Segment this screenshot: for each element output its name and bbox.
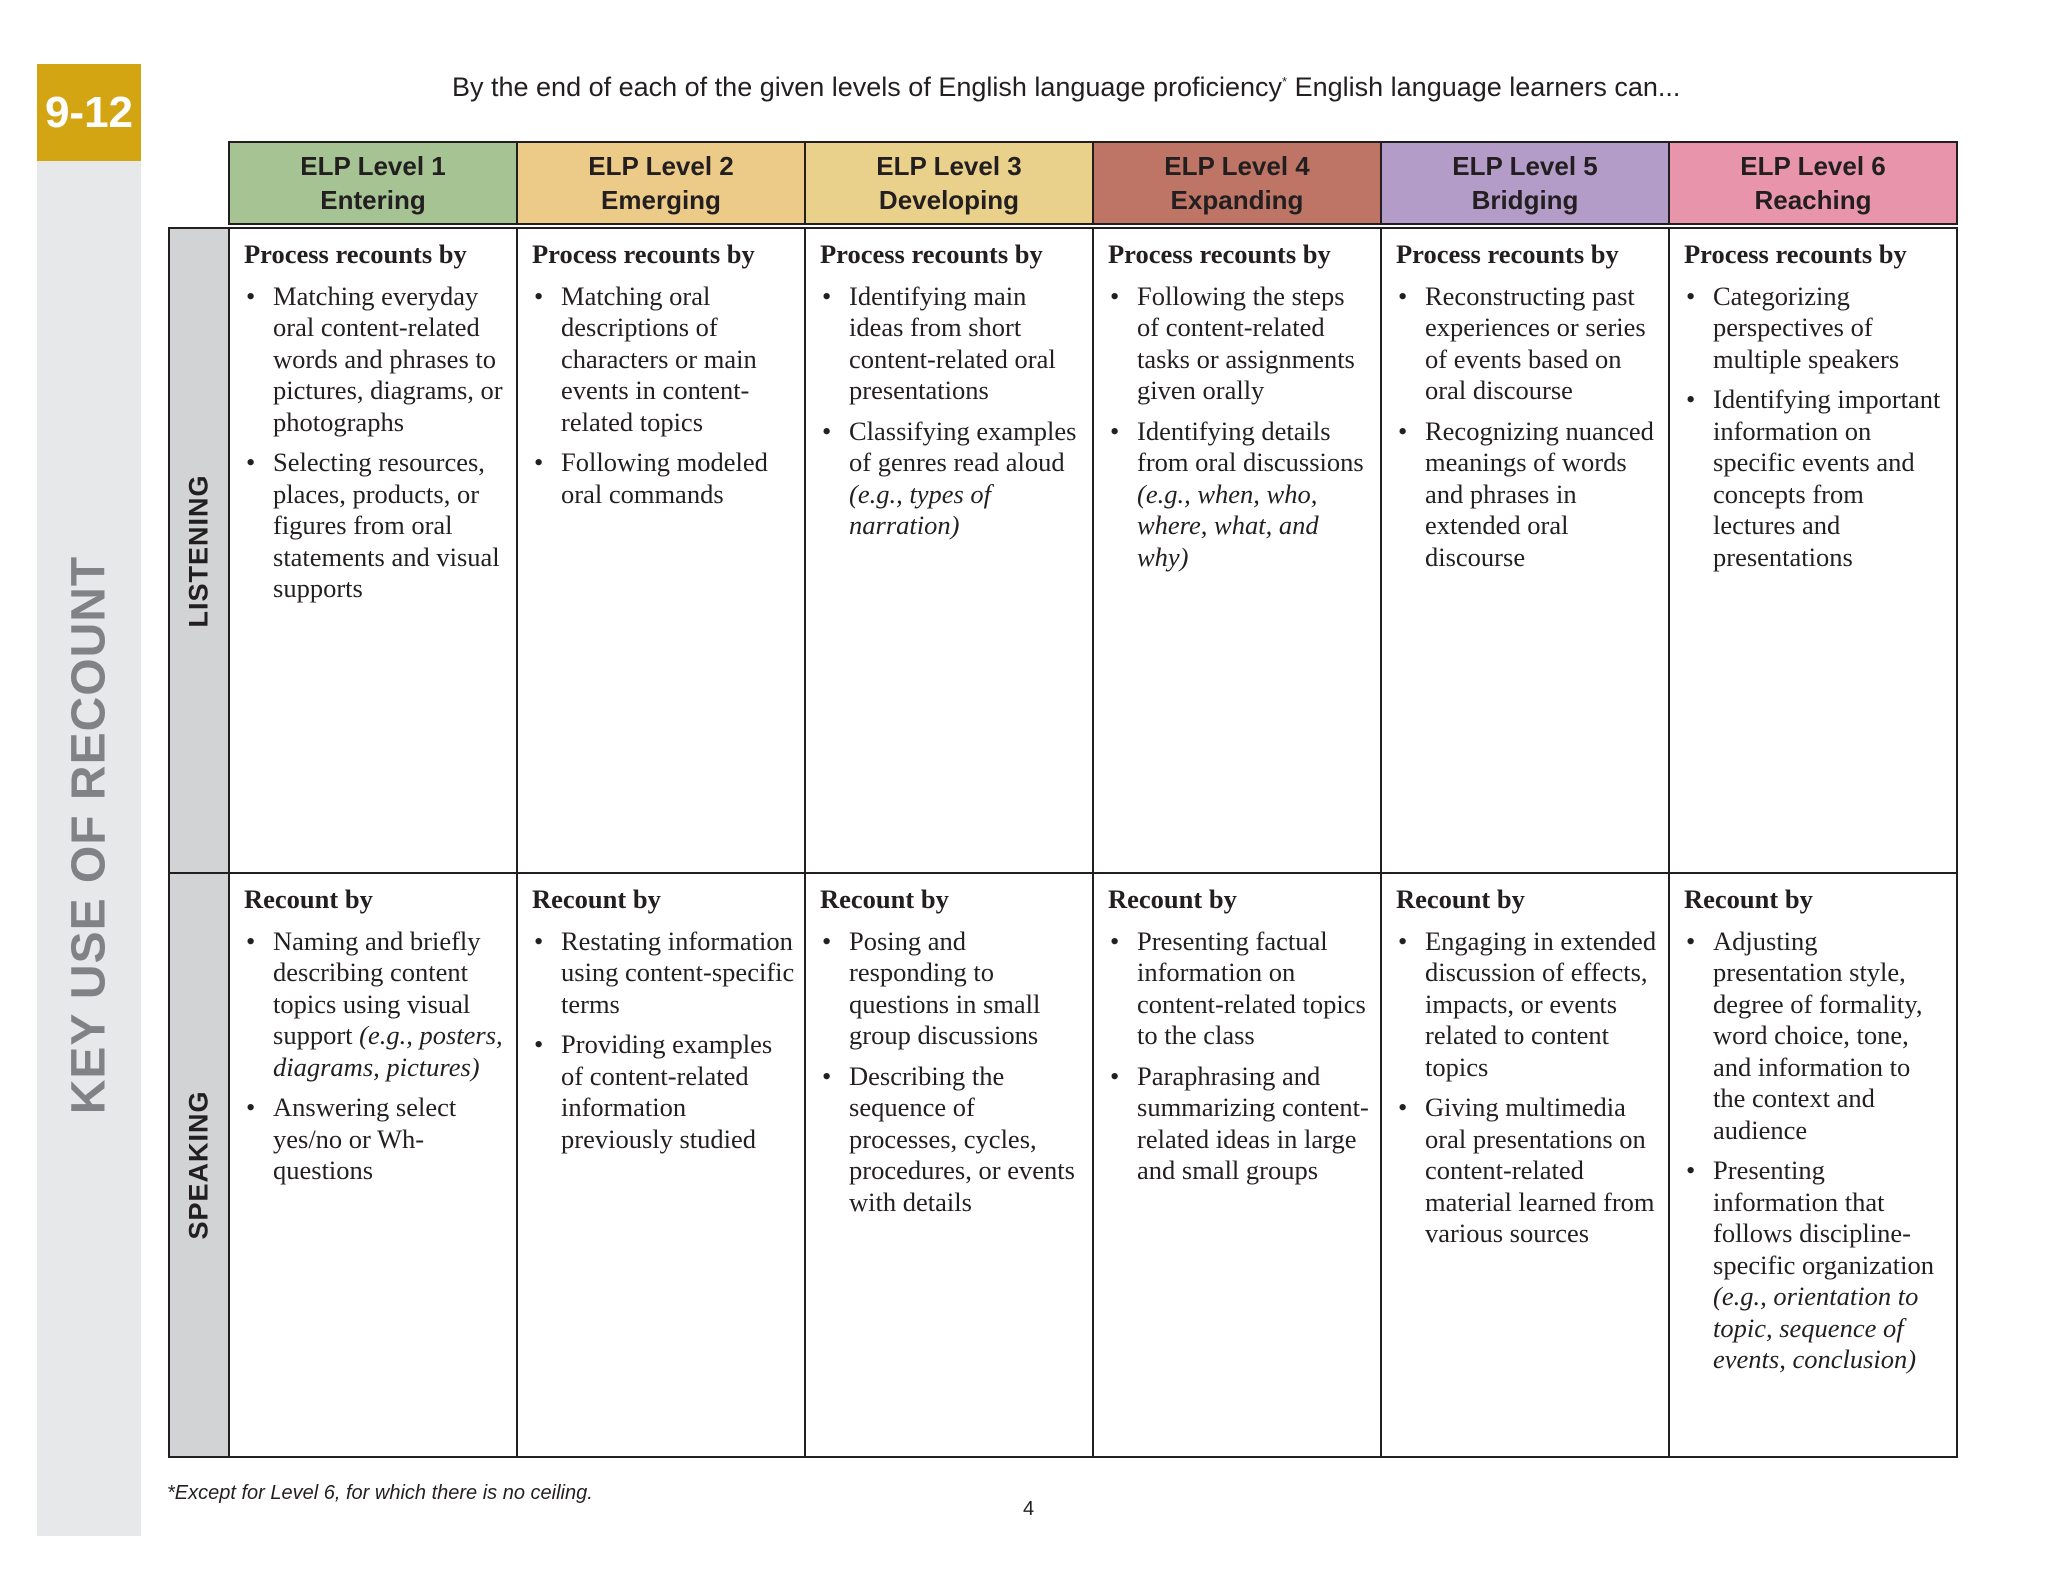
list-item: • Describing the sequence of processes, cycles, procedures, or events with details — [820, 1061, 1084, 1219]
list-item: • Identifying main ideas from short content-related oral presentations — [820, 281, 1084, 407]
bullet-list — [1108, 926, 1372, 1187]
level-label: ELP Level 5 — [1452, 151, 1598, 181]
bullet-list — [1396, 926, 1660, 1250]
list-item: • Matching oral descriptions of characters or main events in content-related topics — [532, 281, 796, 439]
bullet-list — [820, 926, 1084, 1219]
list-item: • Recognizing nuanced meanings of words and phrases in extended oral discourse — [1396, 416, 1660, 574]
list-item: • Classifying examples of genres read aloud (e.g., types of narration) — [820, 416, 1084, 542]
speaking-level-5-cell — [1380, 872, 1670, 1458]
cell-lead: Process recounts by — [1684, 239, 1907, 269]
speaking-level-3-cell — [804, 872, 1094, 1458]
row-label-text: LISTENING — [183, 473, 214, 628]
listening-level-2-cell — [516, 227, 806, 874]
page-number: 4 — [1023, 1498, 1035, 1520]
list-item: • Identifying important information on specific events and concepts from lectures and presentations — [1684, 384, 1948, 573]
level-label: ELP Level 2 — [588, 151, 734, 181]
level-name: Bridging — [1471, 185, 1579, 215]
bullet-list — [1684, 281, 1948, 574]
listening-level-6-cell — [1668, 227, 1958, 874]
level-label: ELP Level 1 — [300, 151, 446, 181]
bullet-list — [244, 926, 508, 1187]
level-label: ELP Level 4 — [1164, 151, 1310, 181]
speaking-level-6-cell — [1668, 872, 1958, 1458]
listening-level-3-cell — [804, 227, 1094, 874]
cell-lead: Process recounts by — [1396, 239, 1619, 269]
footnote: *Except for Level 6, for which there is no ceiling. — [167, 1482, 593, 1504]
list-item: • Presenting factual information on content-related topics to the class — [1108, 926, 1372, 1052]
level-name: Expanding — [1170, 185, 1304, 215]
grade-band-badge: 9-12 — [37, 64, 141, 161]
list-item: • Restating information using content-specific terms — [532, 926, 796, 1021]
bullet-list — [1396, 281, 1660, 574]
intro-rest: English language learners can... — [1287, 72, 1681, 102]
bullet-list — [244, 281, 508, 605]
cell-lead: Recount by — [244, 884, 373, 914]
level-name: Developing — [878, 185, 1020, 215]
speaking-level-4-cell — [1092, 872, 1382, 1458]
bullet-list — [1108, 281, 1372, 574]
level-header-1 — [228, 141, 518, 225]
row-label-speaking — [168, 872, 230, 1458]
cell-lead: Recount by — [1396, 884, 1525, 914]
list-item: • Giving multimedia oral presentations on content-related material learned from various sources — [1396, 1092, 1660, 1250]
listening-level-5-cell — [1380, 227, 1670, 874]
level-header-5 — [1380, 141, 1670, 225]
level-header-6 — [1668, 141, 1958, 225]
list-item: • Reconstructing past experiences or series of events based on oral discourse — [1396, 281, 1660, 407]
level-header-3 — [804, 141, 1094, 225]
cell-lead: Process recounts by — [244, 239, 467, 269]
intro-text — [452, 72, 1680, 103]
cell-lead: Process recounts by — [820, 239, 1043, 269]
bullet-list — [1684, 926, 1948, 1376]
list-item: • Paraphrasing and summarizing content-related ideas in large and small groups — [1108, 1061, 1372, 1187]
level-header-4 — [1092, 141, 1382, 225]
bullet-list — [532, 281, 796, 511]
cell-lead: Recount by — [532, 884, 661, 914]
list-item: • Following the steps of content-related tasks or assignments given orally — [1108, 281, 1372, 407]
level-name: Reaching — [1754, 185, 1872, 215]
list-item: • Selecting resources, places, products, or figures from oral statements and visual supports — [244, 447, 508, 605]
cell-lead: Recount by — [1108, 884, 1237, 914]
list-item: • Adjusting presentation style, degree of formality, word choice, tone, and information to the context and audience — [1684, 926, 1948, 1147]
bullet-list — [532, 926, 796, 1156]
speaking-level-1-cell — [228, 872, 518, 1458]
level-label: ELP Level 3 — [876, 151, 1022, 181]
list-item: • Presenting information that follows discipline-specific organization (e.g., orientation to topic, sequence of events, conclusion) — [1684, 1155, 1948, 1376]
list-item: • Naming and briefly describing content topics using visual support (e.g., posters, diagrams, pictures) — [244, 926, 508, 1084]
level-header-2 — [516, 141, 806, 225]
intro-main: By the end of each of the given levels of English language proficiency — [452, 72, 1283, 102]
list-item: • Providing examples of content-related information previously studied — [532, 1029, 796, 1155]
cell-lead: Process recounts by — [532, 239, 755, 269]
list-item: • Engaging in extended discussion of effects, impacts, or events related to content topics — [1396, 926, 1660, 1084]
bullet-list — [820, 281, 1084, 542]
speaking-level-2-cell — [516, 872, 806, 1458]
listening-level-1-cell — [228, 227, 518, 874]
list-item: • Identifying details from oral discussions (e.g., when, who, where, what, and why) — [1108, 416, 1372, 574]
row-label-listening — [168, 227, 230, 874]
cell-lead: Recount by — [1684, 884, 1813, 914]
level-label: ELP Level 6 — [1740, 151, 1886, 181]
row-label-text: SPEAKING — [183, 1090, 214, 1240]
level-name: Emerging — [601, 185, 721, 215]
list-item: • Answering select yes/no or Wh-questions — [244, 1092, 508, 1187]
listening-level-4-cell — [1092, 227, 1382, 874]
cell-lead: Process recounts by — [1108, 239, 1331, 269]
intro-asterisk: * — [1282, 74, 1288, 89]
list-item: • Following modeled oral commands — [532, 447, 796, 510]
side-title: KEY USE OF RECOUNT — [62, 555, 116, 1115]
list-item: • Categorizing perspectives of multiple speakers — [1684, 281, 1948, 376]
cell-lead: Recount by — [820, 884, 949, 914]
proficiency-table — [168, 141, 1958, 1458]
list-item: • Matching everyday oral content-related words and phrases to pictures, diagrams, or photographs — [244, 281, 508, 439]
list-item: • Posing and responding to questions in small group discussions — [820, 926, 1084, 1052]
level-name: Entering — [320, 185, 426, 215]
